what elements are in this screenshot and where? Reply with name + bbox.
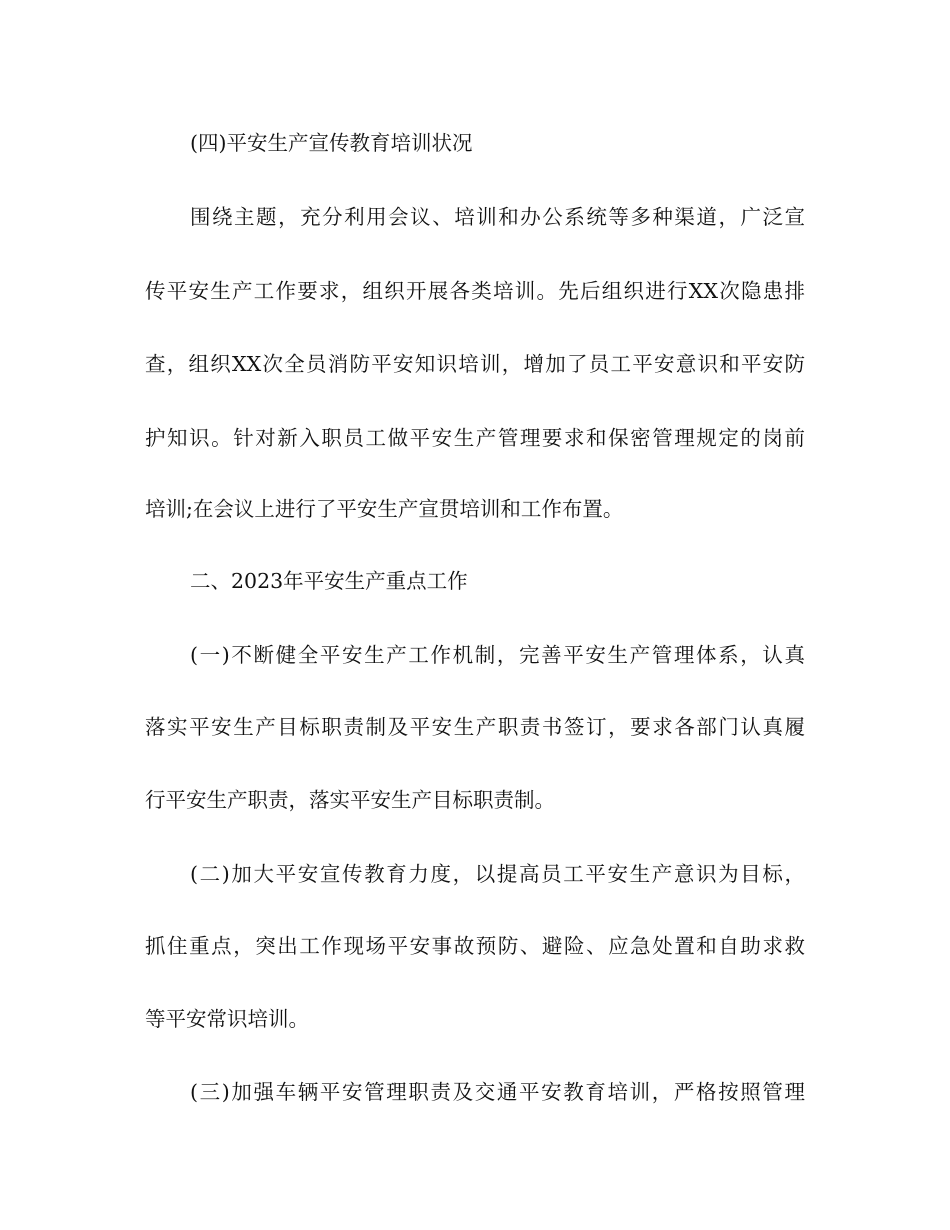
paragraph-line: 围绕主题，充分利用会议、培训和办公系统等多种渠道，广泛宣 (190, 205, 805, 229)
paragraph-line: (三)加强车辆平安管理职责及交通平安教育培训，严格按照管理 (190, 1080, 805, 1104)
paragraph-line: 抓住重点，突出工作现场平安事故预防、避险、应急处置和自助求救 (145, 934, 805, 958)
paragraph-line: (二)加大平安宣传教育力度，以提高员工平安生产意识为目标， (190, 862, 805, 886)
paragraph-line: 查，组织XX次全员消防平安知识培训，增加了员工平安意识和平安防 (145, 352, 805, 376)
paragraph-line: 护知识。针对新入职员工做平安生产管理要求和保密管理规定的岗前 (145, 426, 805, 450)
paragraph-line: 等平安常识培训。 (145, 1007, 309, 1031)
paragraph-line: (一)不断健全平安生产工作机制，完善平安生产管理体系，认真 (190, 643, 805, 667)
paragraph-line: 行平安生产职责，落实平安生产目标职责制。 (145, 788, 555, 812)
paragraph-line: 培训;在会议上进行了平安生产宣贯培训和工作布置。 (145, 497, 624, 521)
section-four-heading: (四)平安生产宣传教育培训状况 (190, 131, 473, 155)
paragraph-line: 落实平安生产目标职责制及平安生产职责书签订，要求各部门认真履 (145, 715, 805, 739)
part-two-heading: 二、2023年平安生产重点工作 (190, 569, 468, 593)
paragraph-line: 传平安生产工作要求，组织开展各类培训。先后组织进行XX次隐患排 (145, 279, 805, 303)
